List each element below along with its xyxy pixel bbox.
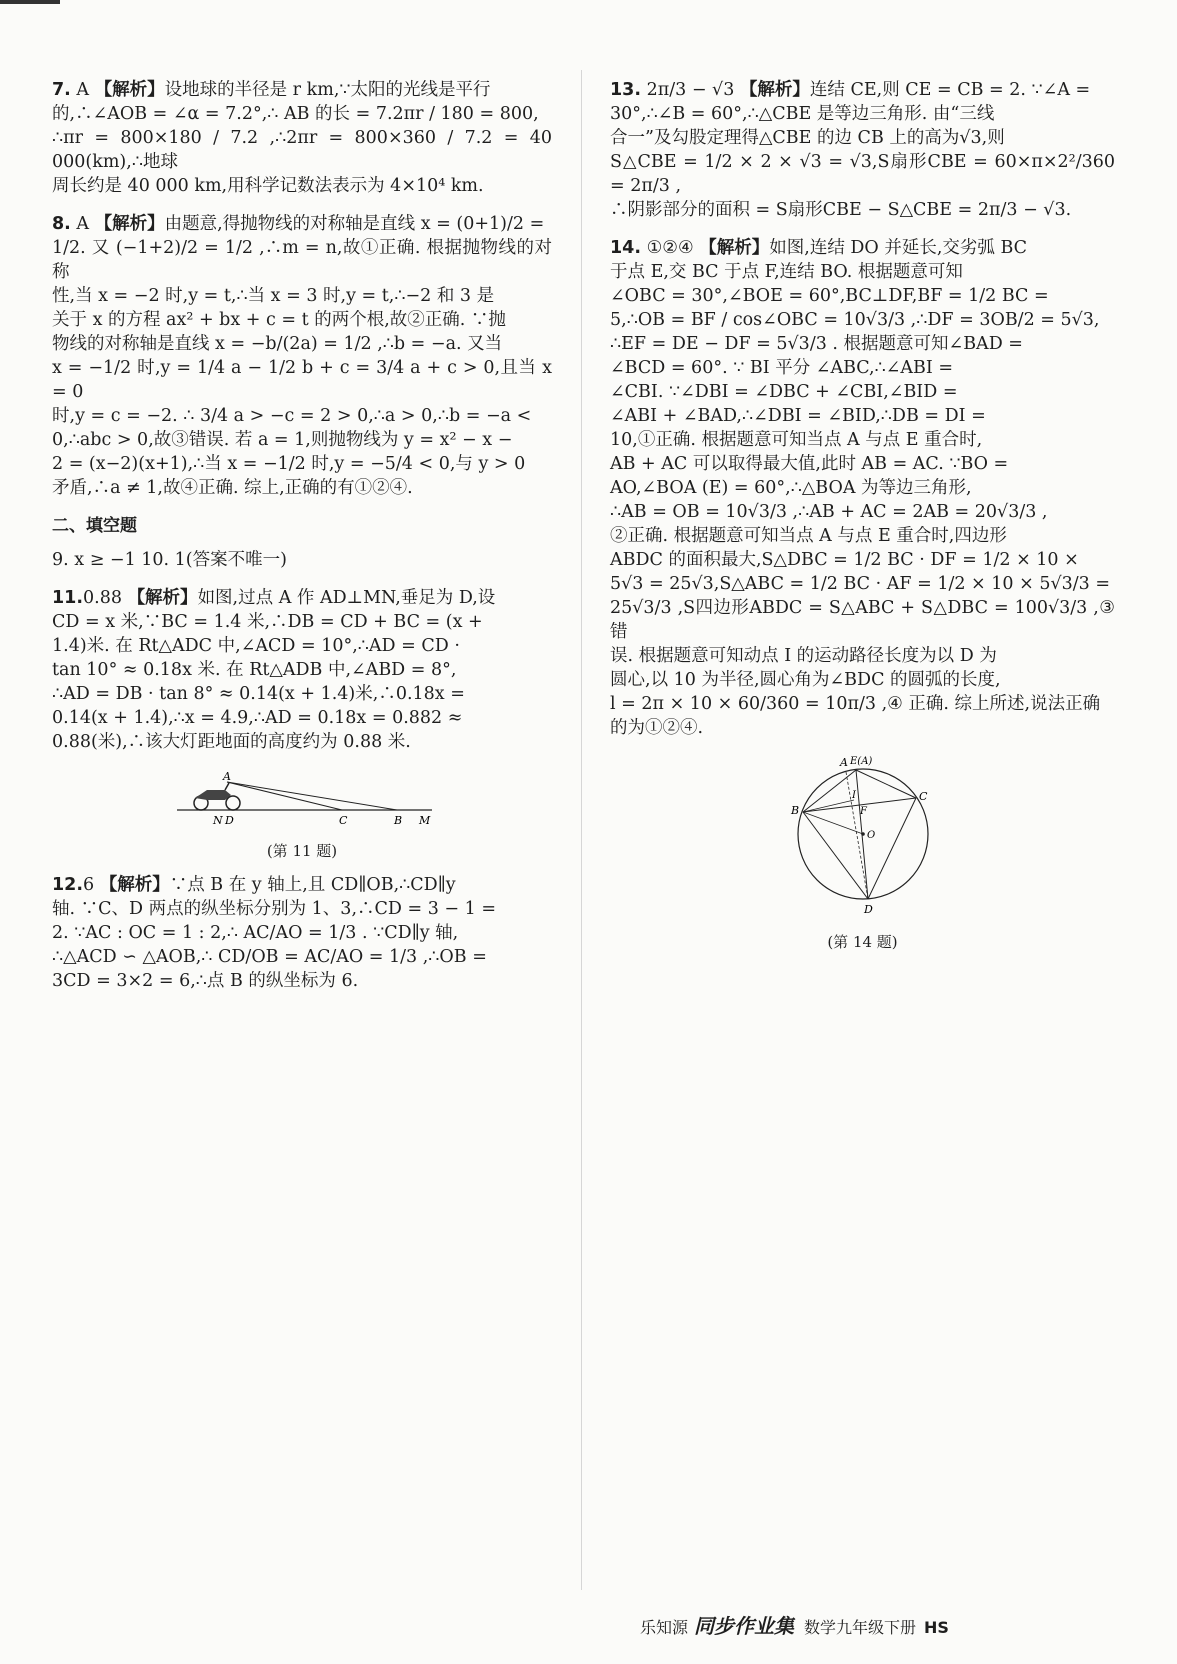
text-line: 1.4)米. 在 Rt△ADC 中,∠ACD = 10°,∴AD = CD · (52, 636, 460, 656)
label-E-A: E(A) (849, 756, 872, 767)
series-logo: 同步作业集 (694, 1614, 795, 1638)
text-line: ∠BCD = 60°. ∵ BI 平分 ∠ABC,∴∠ABI = (610, 358, 954, 378)
analysis-tag: 【解析】 (739, 80, 810, 100)
text-line: 误. 根据题意可知动点 I 的运动路径长度为以 D 为 (610, 646, 997, 666)
figure-caption: (第 14 题) (827, 933, 898, 951)
motorcycle-diagram (167, 768, 437, 828)
question-number: 14. (610, 238, 642, 258)
text-line: AB + AC 可以取得最大值,此时 AB = AC. ∵BO = (610, 454, 1009, 474)
page-footer (640, 1610, 1120, 1639)
text-line: 30°,∴∠B = 60°,∴△CBE 是等边三角形. 由“三线 (610, 104, 995, 124)
text-line: 合一”及勾股定理得△CBE 的边 CB 上的高为√3,则 (610, 128, 1005, 148)
edition-code: HS (924, 1618, 949, 1637)
text-line: 时,y = c = −2. ∴ 3/4 a > −c = 2 > 0,∴a > 0,∴b = −a < (52, 406, 532, 426)
answer: ①②④ (646, 238, 694, 258)
answer: 2π/3 − √3 (646, 80, 735, 100)
question-13 (610, 78, 1115, 222)
top-edge-bar (0, 0, 60, 4)
text-line: 性,当 x = −2 时,y = t,∴当 x = 3 时,y = t,∴−2 和 3 是 (52, 286, 495, 306)
analysis-tag: 【解析】 (94, 214, 165, 234)
text-line: 连结 CE,则 CE = CB = 2. ∵∠A = (809, 80, 1091, 100)
question-number: 7. (52, 80, 71, 100)
motorcycle-icon (194, 783, 240, 810)
text-line: ∴AB = OB = 10√3/3 ,∴AB + AC = 2AB = 20√3/3 , (610, 502, 1048, 522)
label-D: D (225, 814, 234, 827)
answer: 0.88 (83, 588, 122, 608)
figure-q11 (52, 768, 552, 863)
text-line: tan 10° ≈ 0.18x 米. 在 Rt△ADB 中,∠ABD = 8°, (52, 660, 457, 680)
label-C: C (918, 790, 927, 803)
label-D: D (863, 903, 873, 916)
text-line: 物线的对称轴是直线 x = −b/(2a) = 1/2 ,∴b = −a. 又当 (52, 334, 503, 354)
label-F: F (859, 806, 867, 817)
question-8 (52, 212, 552, 500)
text-line: 10,①正确. 根据题意可知当点 A 与点 E 重合时, (610, 430, 983, 450)
text-line: ∠CBI. ∵∠DBI = ∠DBC + ∠CBI,∠BID = (610, 382, 958, 402)
analysis-tag: 【解析】 (699, 238, 770, 258)
analysis-tag: 【解析】 (94, 80, 165, 100)
text-line: 由题意,得抛物线的对称轴是直线 x = (0+1)/2 = (164, 214, 545, 234)
text-line: 25√3/3 ,S四边形ABDC = S△ABC + S△DBC = 100√3/3 ,③ 错 (610, 598, 1115, 642)
text-line: l = 2π × 10 × 60/360 = 10π/3 ,④ 正确. 综上所述,说法正确 (610, 694, 1101, 714)
text-line: 0.14(x + 1.4),∴x = 4.9,∴AD = 0.18x = 0.882 ≈ (52, 708, 463, 728)
label-A: A (839, 756, 848, 769)
text-line: ∴△ACD ∽ △AOB,∴ CD/OB = AC/AO = 1/3 ,∴OB = (52, 947, 487, 967)
answer: 6 (83, 875, 95, 895)
question-number: 12. (52, 875, 84, 895)
answer: A (76, 80, 90, 100)
text-line: 5,∴OB = BF / cos∠OBC = 10√3/3 ,∴DF = 3OB/2 = 5√3, (610, 310, 1100, 330)
text-line: 矛盾,∴a ≠ 1,故④正确. 综上,正确的有①②④. (52, 478, 413, 498)
text-line: ∴AD = DB · tan 8° ≈ 0.14(x + 1.4)米,∴0.18x = (52, 684, 465, 704)
text-line: ∴EF = DE − DF = 5√3/3 . 根据题意可知∠BAD = (610, 334, 1023, 354)
question-14 (610, 236, 1115, 740)
text-line: 1/2. 又 (−1+2)/2 = 1/2 ,∴m = n,故①正确. 根据抛物线的对称 (52, 238, 552, 282)
analysis-tag: 【解析】 (127, 588, 198, 608)
label-O: O (866, 830, 875, 841)
text-line: 0,∴abc > 0,故③错误. 若 a = 1,则抛物线为 y = x² − x − (52, 430, 513, 450)
text-line: 5√3 = 25√3,S△ABC = 1/2 BC · AF = 1/2 × 10 × 5√3/3 = (610, 574, 1111, 594)
text-line: 轴. ∵C、D 两点的纵坐标分别为 1、3,∴CD = 3 − 1 = (52, 899, 496, 919)
question-number: 13. (610, 80, 642, 100)
text-line: 2. ∵AC : OC = 1 : 2,∴ AC/AO = 1/3 . ∵CD∥y 轴, (52, 923, 459, 943)
label-B: B (394, 814, 403, 827)
text-line: x = −1/2 时,y = 1/4 a − 1/2 b + c = 3/4 a + c > 0,且当 x = 0 (52, 358, 552, 402)
label-I: I (851, 790, 856, 801)
text-line: 关于 x 的方程 ax² + bx + c = t 的两个根,故②正确. ∵抛 (52, 310, 506, 330)
circle-diagram (788, 754, 938, 919)
text-line: 如图,过点 A 作 AD⊥MN,垂足为 D,设 (197, 588, 496, 608)
text-line: ∴阴影部分的面积 = S扇形CBE − S△CBE = 2π/3 − √3. (610, 200, 1072, 220)
answer: A (76, 214, 90, 234)
section-heading: 二、填空题 (52, 516, 137, 536)
text-line: 如图,连结 DO 并延长,交劣弧 BC (769, 238, 1028, 258)
text-line: 2 = (x−2)(x+1),∴当 x = −1/2 时,y = −5/4 < 0,与 y > 0 (52, 454, 526, 474)
right-column (610, 78, 1115, 964)
text-line: 的为①②④. (610, 718, 704, 738)
text-line: 3CD = 3×2 = 6,∴点 B 的纵坐标为 6. (52, 971, 359, 991)
label-C: C (339, 814, 348, 827)
text-line: 0.88(米),∴该大灯距地面的高度约为 0.88 米. (52, 732, 411, 752)
text-line: S△CBE = 1/2 × 2 × √3 = √3,S扇形CBE = 60×π×2²/360 = 2π/3 , (610, 152, 1115, 196)
text-line: ②正确. 根据题意可知当点 A 与点 E 重合时,四边形 (610, 526, 1007, 546)
text-line: ∵点 B 在 y 轴上,且 CD∥OB,∴CD∥y (169, 875, 456, 895)
text-line: 设地球的半径是 r km,∵太阳的光线是平行 (164, 80, 491, 100)
questions-9-10: 9. x ≥ −1 10. 1(答案不唯一) (52, 550, 287, 570)
text-line: 圆心,以 10 为半径,圆心角为∠BDC 的圆弧的长度, (610, 670, 1001, 690)
question-12 (52, 873, 552, 993)
text-line: ∠OBC = 30°,∠BOE = 60°,BC⊥DF,BF = 1/2 BC = (610, 286, 1049, 306)
question-7 (52, 78, 552, 198)
text-line: ∴πr = 800×180 / 7.2 ,∴2πr = 800×360 / 7.2 = 40 000(km),∴地球 (52, 128, 552, 172)
figure-caption: (第 11 题) (266, 842, 338, 860)
label-N: N (213, 814, 223, 827)
figure-q14 (610, 754, 1115, 954)
text-line: AO,∠BOA (E) = 60°,∴△BOA 为等边三角形, (610, 478, 972, 498)
label-B: B (790, 804, 799, 817)
question-11 (52, 586, 552, 754)
text-line: 于点 E,交 BC 于点 F,连结 BO. 根据题意可知 (610, 262, 963, 282)
book-title: 数学九年级下册 (804, 1618, 917, 1637)
text-line: ABDC 的面积最大,S△DBC = 1/2 BC · DF = 1/2 × 10 × (610, 550, 1079, 570)
text-line: ∠ABI + ∠BAD,∴∠DBI = ∠BID,∴DB = DI = (610, 406, 986, 426)
text-line: 周长约是 40 000 km,用科学记数法表示为 4×10⁴ km. (52, 176, 484, 196)
label-M: M (419, 814, 431, 827)
question-number: 11. (52, 588, 84, 608)
label-A: A (223, 770, 231, 783)
question-number: 8. (52, 214, 71, 234)
text-line: CD = x 米,∵BC = 1.4 米,∴DB = CD + BC = (x + (52, 612, 483, 632)
publisher-name: 乐知源 (640, 1618, 689, 1637)
left-column (52, 78, 552, 1007)
column-divider (581, 70, 582, 1590)
analysis-tag: 【解析】 (99, 875, 170, 895)
text-line: 的,∴∠AOB = ∠α = 7.2°,∴ AB 的长 = 7.2πr / 180 = 800, (52, 104, 539, 124)
